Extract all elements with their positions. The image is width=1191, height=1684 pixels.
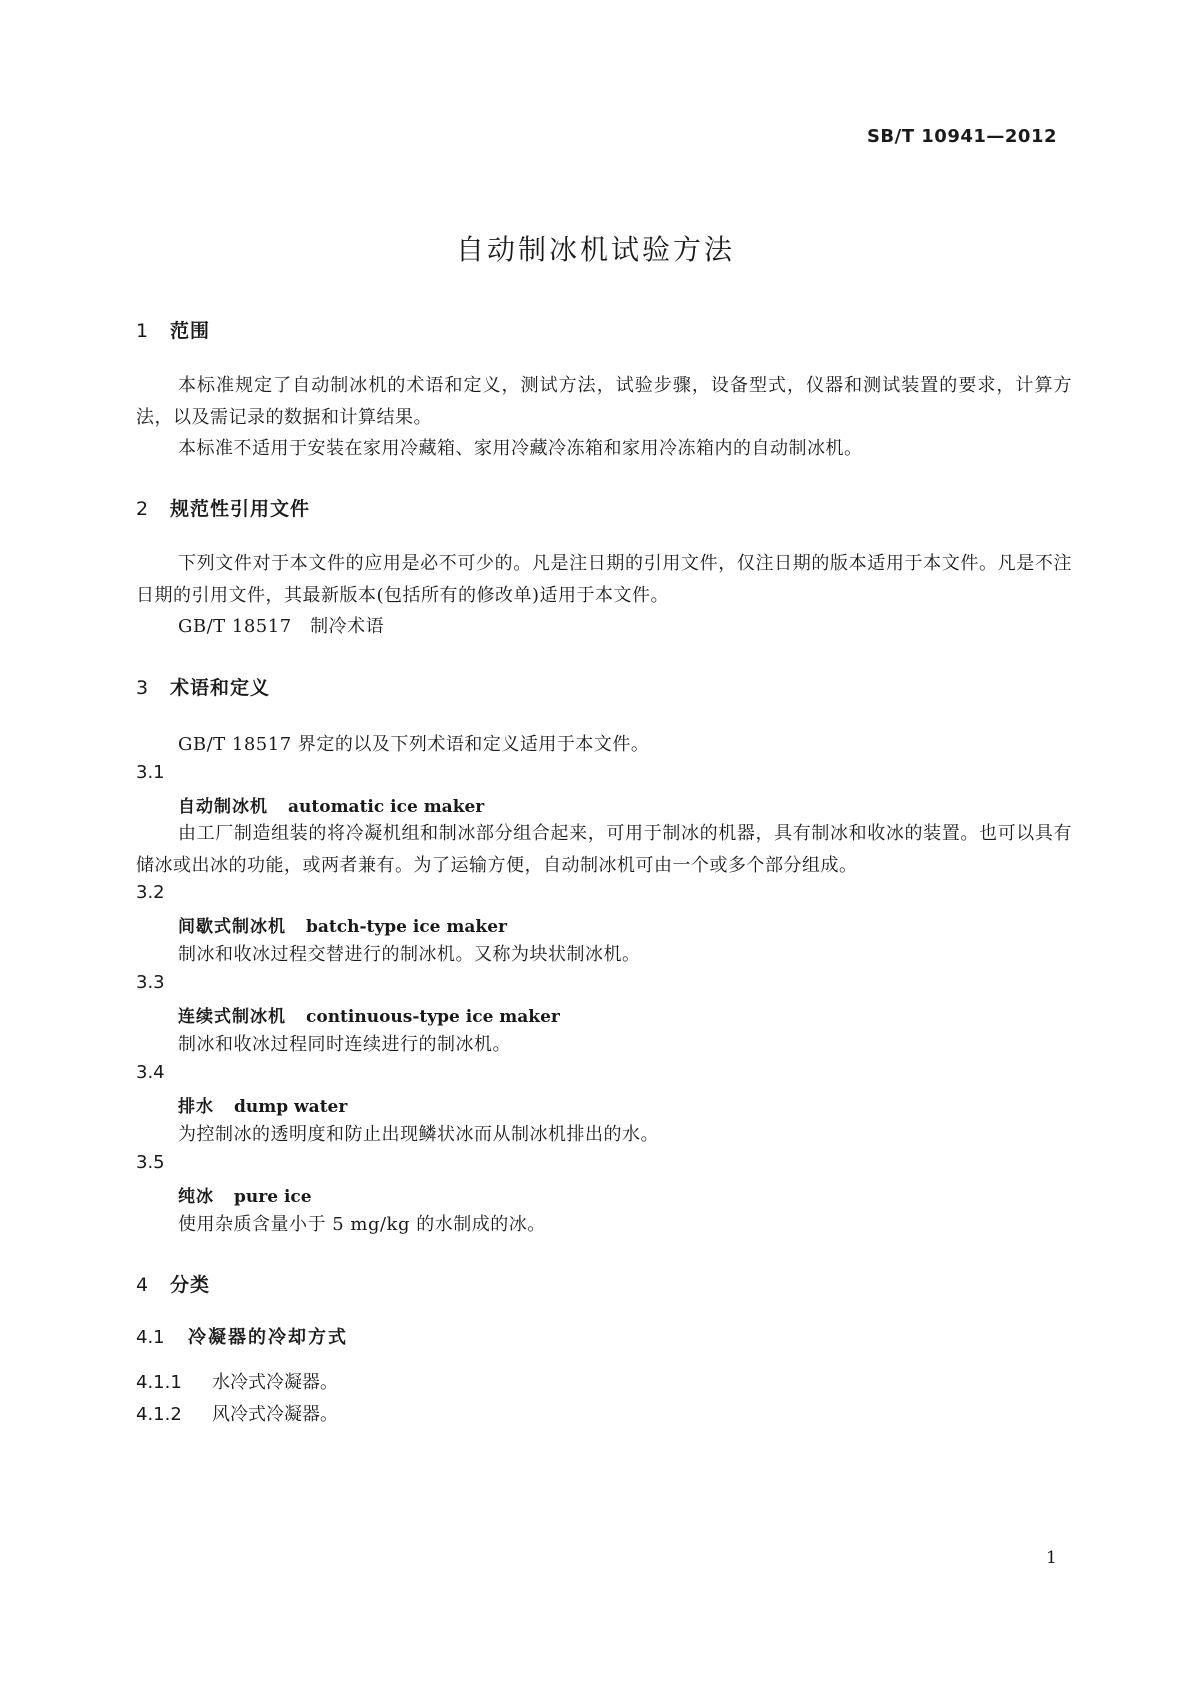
section-title: 规范性引用文件 xyxy=(170,498,311,520)
term-definition: 制冰和收冰过程交替进行的制冰机。又称为块状制冰机。 xyxy=(178,944,641,965)
term-zh: 连续式制冰机 xyxy=(178,1007,286,1027)
document-title: 自动制冰机试验方法 xyxy=(455,233,735,266)
term-zh: 纯冰 xyxy=(178,1187,214,1207)
section-number: 2 xyxy=(136,498,150,520)
term-heading xyxy=(178,1092,347,1117)
list-item xyxy=(136,1368,338,1394)
term-heading xyxy=(178,792,484,817)
page-number: 1 xyxy=(1046,1548,1057,1568)
section-3-heading xyxy=(136,673,270,700)
term-en: batch-type ice maker xyxy=(306,917,507,937)
section-number: 4 xyxy=(136,1274,150,1296)
section-1-heading xyxy=(136,316,210,343)
item-text: 风冷式冷凝器。 xyxy=(212,1404,338,1425)
term-definition: 制冰和收冰过程同时连续进行的制冰机。 xyxy=(178,1034,511,1055)
term-number: 3.3 xyxy=(136,972,165,993)
term-definition: 为控制冰的透明度和防止出现鳞状冰而从制冰机排出的水。 xyxy=(178,1124,659,1145)
section-1-paragraph-1: 本标准规定了自动制冰机的术语和定义，测试方法，试验步骤，设备型式，仪器和测试装置的要求，计算方法，以及需记录的数据和计算结果。 xyxy=(136,375,1072,428)
subsection-4-1-heading xyxy=(136,1323,348,1349)
subsection-title: 冷凝器的冷却方式 xyxy=(188,1327,348,1348)
term-number: 3.5 xyxy=(136,1152,165,1173)
term-heading xyxy=(178,1182,312,1207)
section-title: 术语和定义 xyxy=(170,677,271,699)
section-title: 范围 xyxy=(170,320,211,342)
term-definition: 由工厂制造组装的将冷凝机组和制冰部分组合起来，可用于制冰的机器，具有制冰和收冰的装置。也可以具有储冰或出冰的功能，或两者兼有。为了运输方便，自动制冰机可由一个或多个部分组成。 xyxy=(136,823,1072,876)
term-zh: 排水 xyxy=(178,1097,214,1117)
section-3-intro: GB/T 18517 界定的以及下列术语和定义适用于本文件。 xyxy=(178,734,650,755)
section-title: 分类 xyxy=(170,1274,211,1296)
term-number: 3.4 xyxy=(136,1062,165,1083)
item-number: 4.1.2 xyxy=(136,1404,182,1425)
term-en: pure ice xyxy=(234,1187,312,1207)
section-4-heading xyxy=(136,1270,210,1297)
standard-code: SB/T 10941—2012 xyxy=(866,126,1057,147)
section-2-heading xyxy=(136,494,310,521)
section-number: 3 xyxy=(136,677,150,699)
section-2-paragraph-1: 下列文件对于本文件的应用是必不可少的。凡是注日期的引用文件，仅注日期的版本适用于本文件。凡是不注日期的引用文件，其最新版本(包括所有的修改单)适用于本文件。 xyxy=(136,553,1072,606)
term-number: 3.2 xyxy=(136,882,165,903)
subsection-number: 4.1 xyxy=(136,1327,165,1348)
term-number: 3.1 xyxy=(136,762,165,783)
section-number: 1 xyxy=(136,320,150,342)
list-item xyxy=(136,1400,338,1426)
term-heading xyxy=(178,1002,560,1027)
term-en: automatic ice maker xyxy=(288,797,485,817)
term-zh: 自动制冰机 xyxy=(178,797,268,817)
section-1-paragraph-2: 本标准不适用于安装在家用冷藏箱、家用冷藏冷冻箱和家用冷冻箱内的自动制冰机。 xyxy=(178,438,863,459)
term-heading xyxy=(178,912,507,937)
normative-reference: GB/T 18517 制冷术语 xyxy=(178,616,385,637)
item-text: 水冷式冷凝器。 xyxy=(212,1372,338,1393)
term-en: dump water xyxy=(234,1097,348,1117)
item-number: 4.1.1 xyxy=(136,1372,182,1393)
term-zh: 间歇式制冰机 xyxy=(178,917,286,937)
term-definition: 使用杂质含量小于 5 mg/kg 的水制成的冰。 xyxy=(178,1214,546,1235)
term-en: continuous-type ice maker xyxy=(306,1007,560,1027)
